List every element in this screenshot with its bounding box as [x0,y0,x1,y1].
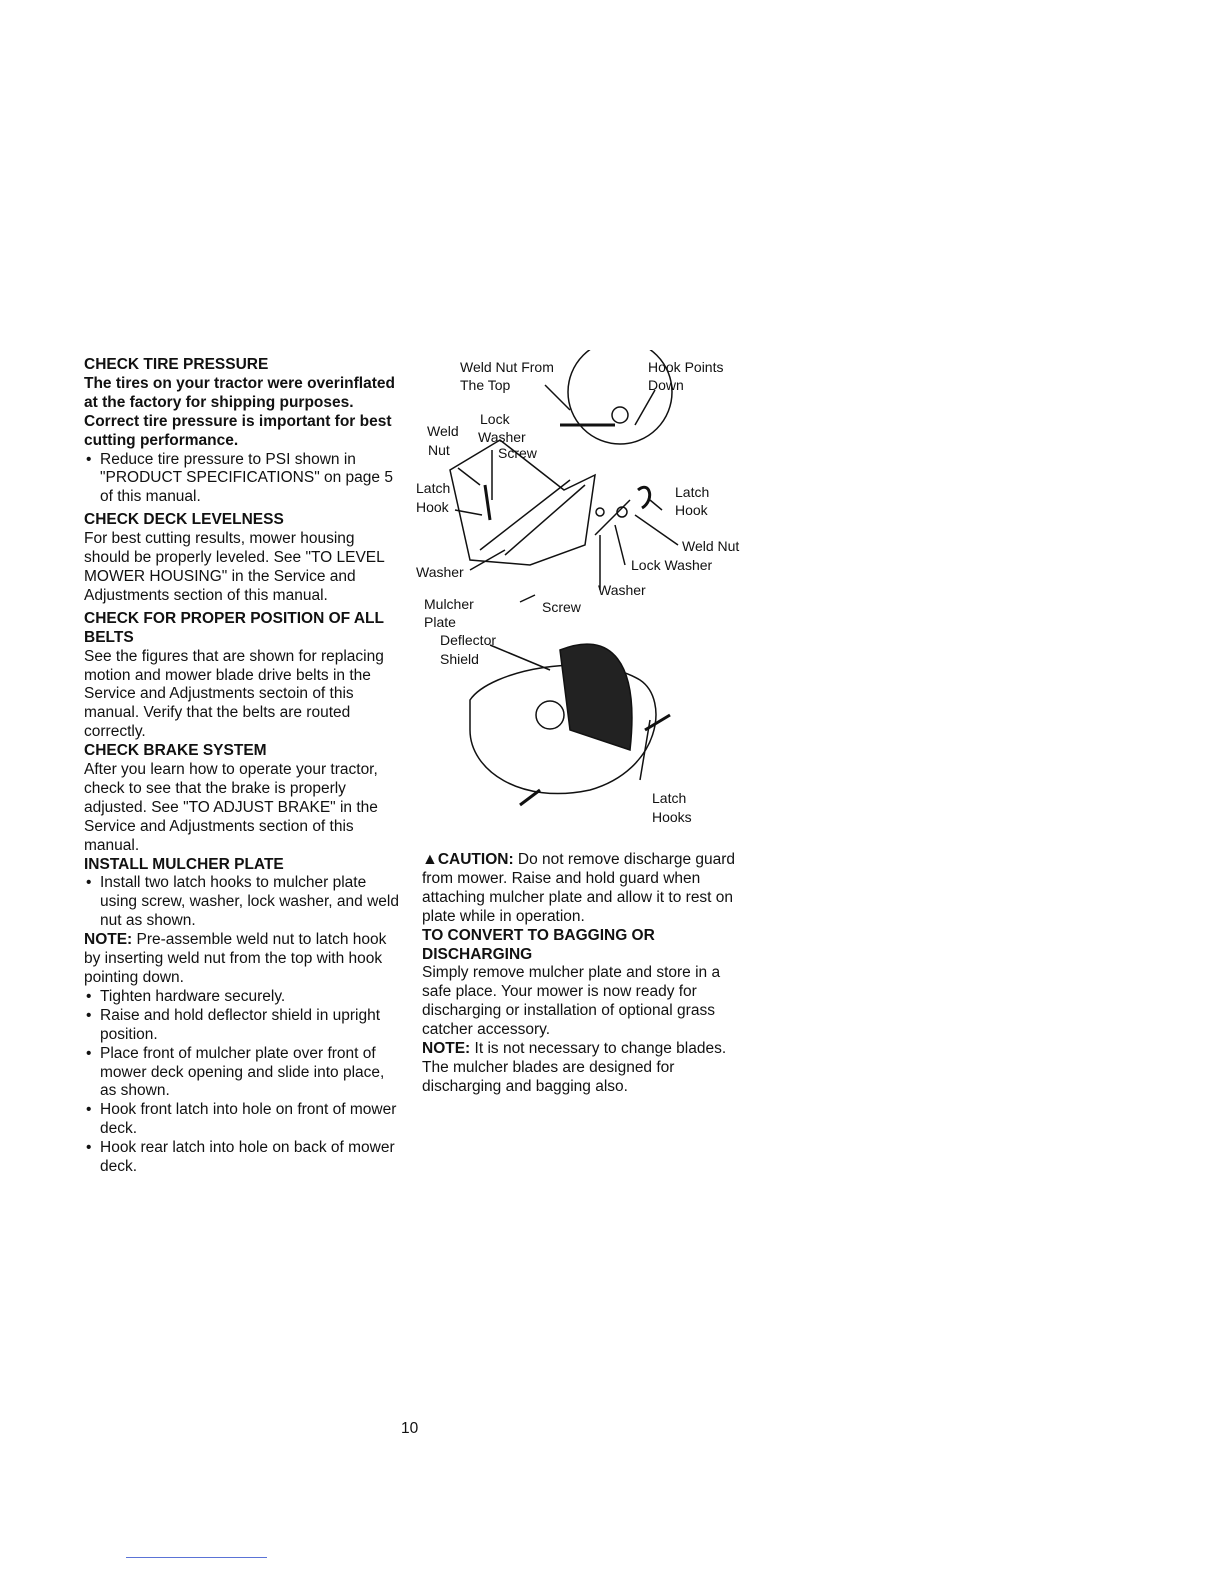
left-column [84,356,404,1177]
mulcher-bullet: • Place front of mulcher plate over front of mower deck opening and slide into place, as shown. [84,1045,404,1102]
convert-heading: TO CONVERT TO BAGGING OR DISCHARGING [422,926,655,963]
mulcher-list-2 [84,988,404,1177]
label-deflector: Deflector [440,632,497,648]
mulcher-plate-diagram [410,350,750,840]
label-plate: Plate [424,614,456,630]
arrow-shape [520,790,540,805]
right-latch [595,500,630,535]
convert-body: Simply remove mulcher plate and store in a safe place. Your mower is now ready for discharging or installation of optional grass catcher accessory. [422,964,721,1039]
caution-paragraph [422,851,742,927]
plate-line [505,485,585,555]
tire-pressure-bullet: • Reduce tire pressure to PSI shown in "PRODUCT SPECIFICATIONS" on page 5 of this manual. [84,451,404,508]
label-washer-top: Washer [478,429,526,445]
latch-hook-left [485,485,490,520]
caution-label: CAUTION: [437,851,514,868]
footer-rule [126,1557,267,1558]
label-screw-top: Screw [498,445,537,461]
mulcher-bullet: • Raise and hold deflector shield in upright position. [84,1007,404,1045]
page-number: 10 [401,1420,419,1437]
label-weld: Weld [427,423,459,439]
leader-line [520,595,535,602]
mulcher-bullet-install: • Install two latch hooks to mulcher plate using screw, washer, lock washer, and weld nut as shown. [84,874,404,931]
note-label: NOTE: [422,1040,471,1058]
mulcher-heading: INSTALL MULCHER PLATE [84,855,284,873]
deck-levelness-heading: CHECK DECK LEVELNESS [84,511,284,529]
label-washer-left: Washer [416,564,464,580]
leader-line [458,468,480,485]
arrow-shape [645,715,670,730]
deflector-shield-shape [560,644,632,750]
label-screw-bottom: Screw [542,599,581,615]
spindle-shape [536,701,564,729]
label-hooks: Hooks [652,809,692,825]
caution-icon: ▲ [422,851,438,868]
leader-line [635,515,678,545]
tire-pressure-list [84,451,404,508]
mulcher-list-1 [84,874,404,931]
deck-levelness-body: For best cutting results, mower housing should be properly leveled. See "TO LEVEL MOWER HOUSING" in the Service and Adjustments section of this manual. [84,530,385,604]
plate-line [480,480,570,550]
label-shield: Shield [440,651,479,667]
label-nut: Nut [428,442,450,458]
leader-line [635,390,655,425]
brake-heading: CHECK BRAKE SYSTEM [84,742,267,760]
leader-line [490,645,550,670]
mulcher-bullet: • Hook rear latch into hole on back of mower deck. [84,1139,404,1177]
label-hook-points: Hook Points [648,359,724,375]
tire-pressure-heading: CHECK TIRE PRESSURE [84,356,269,373]
label-lock-washer-right: Lock Washer [631,557,713,573]
convert-note [422,1040,742,1097]
label-hook-right: Hook [675,502,708,518]
note-label: NOTE: [84,931,133,949]
label-mulcher: Mulcher [424,596,474,612]
caution-text: Do not remove discharge guard from mower. Raise and hold guard when attaching mulcher plate and allow it to rest on plate while in operation. [422,851,736,925]
label-latch-left: Latch [416,480,451,496]
leader-line [650,500,662,510]
mulcher-bullet: • Tighten hardware securely. [84,988,404,1007]
belts-body: See the figures that are shown for replacing motion and mower blade drive belts in the Service and Adjustments sectoin of this manual. Verify that the belts are routed correctly. [84,647,384,741]
note-text: Pre-assemble weld nut to latch hook by inserting weld nut from the top with hook pointing down. [84,931,387,986]
latch-hook-right [638,487,650,508]
label-latch-right: Latch [675,484,710,500]
label-lock: Lock [480,411,510,427]
mulcher-note [84,931,404,988]
label-weld-nut-right: Weld Nut [682,538,740,554]
label-down: Down [648,377,684,393]
label-latch-hooks: Latch [652,790,687,806]
leader-line [545,385,570,410]
label-weld-nut-from: Weld Nut From [460,359,554,375]
label-the-top: The Top [460,377,511,393]
label-washer-right: Washer [598,582,646,598]
belts-heading: CHECK FOR PROPER POSITION OF ALL BELTS [84,609,384,646]
mulcher-bullet: • Hook front latch into hole on front of mower deck. [84,1101,404,1139]
label-hook-left: Hook [416,499,449,515]
leader-line [615,525,625,565]
weld-nut-detail [612,407,628,423]
brake-body: After you learn how to operate your tractor, check to see that the brake is properly adjusted. See "TO ADJUST BRAKE" in the Service and Adjustments section of this manual. [84,761,378,854]
note-text: It is not necessary to change blades. The mulcher blades are designed for discharging and bagging also. [422,1040,727,1095]
right-column [422,851,742,1097]
washer-shape [596,508,604,516]
tire-pressure-body: The tires on your tractor were overinflated at the factory for shipping purposes. Correct tire pressure is important for best cutting performance. [84,374,395,449]
